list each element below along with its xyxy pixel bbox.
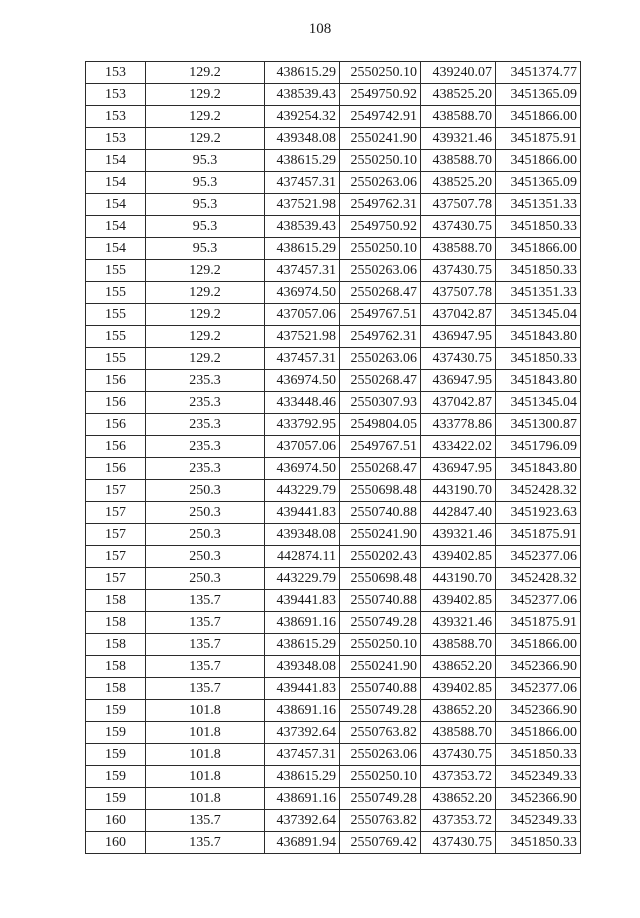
cell-number: 160 — [86, 810, 146, 832]
cell-number: 157 — [86, 524, 146, 546]
cell-x2: 437042.87 — [421, 392, 496, 414]
table-row — [86, 260, 581, 282]
cell-y2: 3451300.87 — [496, 414, 581, 436]
cell-y1: 2550250.10 — [340, 150, 421, 172]
cell-length: 129.2 — [146, 260, 265, 282]
cell-x2: 438588.70 — [421, 238, 496, 260]
cell-x2: 439402.85 — [421, 546, 496, 568]
table-row — [86, 392, 581, 414]
cell-y2: 3451374.77 — [496, 62, 581, 84]
cell-length: 129.2 — [146, 128, 265, 150]
cell-length: 235.3 — [146, 392, 265, 414]
cell-y1: 2550250.10 — [340, 238, 421, 260]
cell-x2: 437353.72 — [421, 810, 496, 832]
cell-x2: 437042.87 — [421, 304, 496, 326]
cell-y2: 3451866.00 — [496, 106, 581, 128]
cell-y1: 2550698.48 — [340, 480, 421, 502]
cell-y1: 2549767.51 — [340, 436, 421, 458]
cell-y2: 3451866.00 — [496, 238, 581, 260]
cell-y1: 2550241.90 — [340, 524, 421, 546]
cell-y2: 3451875.91 — [496, 612, 581, 634]
cell-y1: 2549804.05 — [340, 414, 421, 436]
cell-number: 154 — [86, 194, 146, 216]
cell-length: 101.8 — [146, 788, 265, 810]
cell-number: 154 — [86, 172, 146, 194]
cell-y1: 2550268.47 — [340, 282, 421, 304]
cell-length: 135.7 — [146, 832, 265, 854]
table-row — [86, 524, 581, 546]
cell-length: 129.2 — [146, 84, 265, 106]
cell-number: 155 — [86, 326, 146, 348]
cell-x1: 437521.98 — [265, 326, 340, 348]
cell-y1: 2550250.10 — [340, 766, 421, 788]
cell-y1: 2550241.90 — [340, 656, 421, 678]
cell-y1: 2550698.48 — [340, 568, 421, 590]
cell-x2: 437430.75 — [421, 216, 496, 238]
page-number: 108 — [308, 21, 332, 37]
cell-number: 157 — [86, 502, 146, 524]
cell-x2: 438652.20 — [421, 788, 496, 810]
cell-number: 157 — [86, 480, 146, 502]
cell-x2: 437430.75 — [421, 260, 496, 282]
cell-y2: 3451351.33 — [496, 282, 581, 304]
cell-length: 95.3 — [146, 238, 265, 260]
cell-x1: 438691.16 — [265, 788, 340, 810]
cell-x2: 438525.20 — [421, 172, 496, 194]
cell-x1: 443229.79 — [265, 568, 340, 590]
cell-x1: 436891.94 — [265, 832, 340, 854]
cell-x2: 439402.85 — [421, 678, 496, 700]
cell-x1: 437457.31 — [265, 172, 340, 194]
cell-x1: 439348.08 — [265, 128, 340, 150]
table-row — [86, 568, 581, 590]
cell-length: 129.2 — [146, 304, 265, 326]
cell-x2: 443190.70 — [421, 568, 496, 590]
cell-x1: 439441.83 — [265, 502, 340, 524]
cell-x2: 439321.46 — [421, 128, 496, 150]
cell-x2: 443190.70 — [421, 480, 496, 502]
cell-x2: 433778.86 — [421, 414, 496, 436]
cell-y1: 2550740.88 — [340, 502, 421, 524]
cell-y2: 3452349.33 — [496, 766, 581, 788]
coordinates-table-container — [85, 61, 581, 854]
cell-x2: 439240.07 — [421, 62, 496, 84]
table-row — [86, 700, 581, 722]
cell-y2: 3451850.33 — [496, 216, 581, 238]
cell-number: 158 — [86, 634, 146, 656]
cell-x2: 439402.85 — [421, 590, 496, 612]
cell-x1: 439348.08 — [265, 656, 340, 678]
cell-x2: 438588.70 — [421, 634, 496, 656]
cell-x2: 437430.75 — [421, 348, 496, 370]
cell-y2: 3451866.00 — [496, 150, 581, 172]
cell-number: 158 — [86, 590, 146, 612]
cell-number: 153 — [86, 128, 146, 150]
cell-length: 250.3 — [146, 480, 265, 502]
cell-y1: 2550749.28 — [340, 700, 421, 722]
cell-x1: 442874.11 — [265, 546, 340, 568]
cell-length: 135.7 — [146, 634, 265, 656]
cell-y2: 3451850.33 — [496, 832, 581, 854]
cell-x2: 437507.78 — [421, 194, 496, 216]
cell-number: 157 — [86, 546, 146, 568]
cell-number: 155 — [86, 260, 146, 282]
cell-x1: 439348.08 — [265, 524, 340, 546]
cell-length: 250.3 — [146, 524, 265, 546]
cell-number: 159 — [86, 766, 146, 788]
table-row — [86, 722, 581, 744]
cell-x1: 433792.95 — [265, 414, 340, 436]
cell-x2: 438588.70 — [421, 150, 496, 172]
cell-length: 101.8 — [146, 744, 265, 766]
table-row — [86, 546, 581, 568]
cell-x1: 438615.29 — [265, 62, 340, 84]
table-row — [86, 810, 581, 832]
cell-x1: 438615.29 — [265, 766, 340, 788]
cell-x2: 436947.95 — [421, 370, 496, 392]
cell-length: 235.3 — [146, 436, 265, 458]
cell-y2: 3452349.33 — [496, 810, 581, 832]
cell-length: 95.3 — [146, 172, 265, 194]
cell-x1: 437457.31 — [265, 744, 340, 766]
cell-y2: 3451923.63 — [496, 502, 581, 524]
cell-number: 159 — [86, 788, 146, 810]
cell-length: 135.7 — [146, 810, 265, 832]
cell-number: 153 — [86, 106, 146, 128]
cell-x2: 436947.95 — [421, 326, 496, 348]
cell-length: 95.3 — [146, 216, 265, 238]
cell-length: 129.2 — [146, 62, 265, 84]
cell-y2: 3451866.00 — [496, 722, 581, 744]
table-row — [86, 106, 581, 128]
cell-length: 129.2 — [146, 282, 265, 304]
cell-y1: 2550263.06 — [340, 744, 421, 766]
cell-y1: 2550250.10 — [340, 634, 421, 656]
cell-x2: 439321.46 — [421, 524, 496, 546]
cell-x1: 443229.79 — [265, 480, 340, 502]
cell-length: 235.3 — [146, 414, 265, 436]
table-row — [86, 678, 581, 700]
table-row — [86, 766, 581, 788]
cell-y1: 2550749.28 — [340, 612, 421, 634]
cell-x1: 439441.83 — [265, 590, 340, 612]
cell-y1: 2550202.43 — [340, 546, 421, 568]
table-row — [86, 282, 581, 304]
cell-y1: 2550268.47 — [340, 458, 421, 480]
cell-y2: 3451345.04 — [496, 392, 581, 414]
cell-y1: 2550769.42 — [340, 832, 421, 854]
cell-y2: 3451843.80 — [496, 458, 581, 480]
cell-length: 101.8 — [146, 766, 265, 788]
cell-x1: 438615.29 — [265, 150, 340, 172]
cell-x1: 437457.31 — [265, 348, 340, 370]
cell-length: 235.3 — [146, 458, 265, 480]
cell-x2: 438652.20 — [421, 700, 496, 722]
table-row — [86, 84, 581, 106]
coordinates-table-body — [86, 62, 581, 854]
cell-number: 159 — [86, 722, 146, 744]
cell-y2: 3452377.06 — [496, 546, 581, 568]
cell-x1: 438691.16 — [265, 612, 340, 634]
cell-number: 155 — [86, 348, 146, 370]
cell-y2: 3451850.33 — [496, 260, 581, 282]
table-row — [86, 194, 581, 216]
table-row — [86, 832, 581, 854]
cell-y1: 2550263.06 — [340, 260, 421, 282]
cell-length: 135.7 — [146, 678, 265, 700]
cell-number: 159 — [86, 700, 146, 722]
table-row — [86, 414, 581, 436]
cell-y1: 2549767.51 — [340, 304, 421, 326]
cell-x1: 437057.06 — [265, 436, 340, 458]
cell-x2: 437507.78 — [421, 282, 496, 304]
cell-number: 153 — [86, 84, 146, 106]
table-row — [86, 348, 581, 370]
cell-number: 160 — [86, 832, 146, 854]
table-row — [86, 216, 581, 238]
cell-y1: 2550307.93 — [340, 392, 421, 414]
cell-y1: 2550763.82 — [340, 810, 421, 832]
cell-number: 154 — [86, 216, 146, 238]
cell-length: 129.2 — [146, 106, 265, 128]
cell-x1: 438539.43 — [265, 84, 340, 106]
cell-number: 156 — [86, 370, 146, 392]
cell-y2: 3452366.90 — [496, 656, 581, 678]
table-row — [86, 62, 581, 84]
cell-x1: 436974.50 — [265, 458, 340, 480]
cell-x2: 438588.70 — [421, 722, 496, 744]
cell-length: 135.7 — [146, 590, 265, 612]
table-row — [86, 172, 581, 194]
cell-y2: 3451875.91 — [496, 524, 581, 546]
cell-y2: 3451850.33 — [496, 744, 581, 766]
cell-y2: 3452428.32 — [496, 568, 581, 590]
cell-y2: 3452377.06 — [496, 678, 581, 700]
cell-y1: 2550263.06 — [340, 348, 421, 370]
cell-number: 156 — [86, 392, 146, 414]
cell-length: 101.8 — [146, 700, 265, 722]
table-row — [86, 370, 581, 392]
cell-x1: 436974.50 — [265, 282, 340, 304]
cell-y1: 2550263.06 — [340, 172, 421, 194]
cell-length: 95.3 — [146, 194, 265, 216]
cell-y2: 3451843.80 — [496, 370, 581, 392]
cell-x2: 437430.75 — [421, 744, 496, 766]
cell-x1: 439254.32 — [265, 106, 340, 128]
cell-x1: 439441.83 — [265, 678, 340, 700]
cell-y2: 3452377.06 — [496, 590, 581, 612]
cell-length: 129.2 — [146, 348, 265, 370]
cell-y1: 2550250.10 — [340, 62, 421, 84]
table-row — [86, 238, 581, 260]
cell-y1: 2549750.92 — [340, 216, 421, 238]
cell-y1: 2550268.47 — [340, 370, 421, 392]
cell-x2: 442847.40 — [421, 502, 496, 524]
cell-x2: 438588.70 — [421, 106, 496, 128]
cell-x1: 437457.31 — [265, 260, 340, 282]
cell-y2: 3451866.00 — [496, 634, 581, 656]
cell-length: 135.7 — [146, 612, 265, 634]
cell-number: 159 — [86, 744, 146, 766]
cell-number: 156 — [86, 458, 146, 480]
cell-length: 250.3 — [146, 568, 265, 590]
table-row — [86, 502, 581, 524]
cell-x2: 437353.72 — [421, 766, 496, 788]
cell-y1: 2549762.31 — [340, 326, 421, 348]
cell-x1: 438691.16 — [265, 700, 340, 722]
cell-x1: 433448.46 — [265, 392, 340, 414]
cell-number: 155 — [86, 282, 146, 304]
cell-x1: 437521.98 — [265, 194, 340, 216]
cell-y1: 2549742.91 — [340, 106, 421, 128]
table-row — [86, 436, 581, 458]
coordinates-table — [85, 61, 581, 854]
table-row — [86, 304, 581, 326]
cell-number: 155 — [86, 304, 146, 326]
cell-length: 101.8 — [146, 722, 265, 744]
table-row — [86, 788, 581, 810]
cell-y2: 3452366.90 — [496, 788, 581, 810]
table-row — [86, 634, 581, 656]
cell-y2: 3452366.90 — [496, 700, 581, 722]
table-row — [86, 590, 581, 612]
cell-x2: 438652.20 — [421, 656, 496, 678]
cell-y1: 2550740.88 — [340, 590, 421, 612]
cell-y1: 2550749.28 — [340, 788, 421, 810]
cell-y2: 3451345.04 — [496, 304, 581, 326]
table-row — [86, 744, 581, 766]
cell-number: 158 — [86, 612, 146, 634]
cell-length: 129.2 — [146, 326, 265, 348]
cell-y2: 3451365.09 — [496, 172, 581, 194]
cell-y2: 3452428.32 — [496, 480, 581, 502]
cell-x2: 438525.20 — [421, 84, 496, 106]
cell-length: 250.3 — [146, 546, 265, 568]
cell-number: 156 — [86, 414, 146, 436]
cell-y1: 2550740.88 — [340, 678, 421, 700]
cell-x2: 439321.46 — [421, 612, 496, 634]
cell-number: 158 — [86, 678, 146, 700]
cell-x1: 438615.29 — [265, 238, 340, 260]
cell-y1: 2549762.31 — [340, 194, 421, 216]
cell-number: 156 — [86, 436, 146, 458]
cell-x1: 437392.64 — [265, 722, 340, 744]
cell-y1: 2549750.92 — [340, 84, 421, 106]
table-row — [86, 458, 581, 480]
cell-length: 235.3 — [146, 370, 265, 392]
table-row — [86, 612, 581, 634]
table-row — [86, 326, 581, 348]
cell-y1: 2550763.82 — [340, 722, 421, 744]
cell-x1: 438539.43 — [265, 216, 340, 238]
cell-y2: 3451351.33 — [496, 194, 581, 216]
cell-x1: 437057.06 — [265, 304, 340, 326]
cell-length: 95.3 — [146, 150, 265, 172]
cell-x2: 433422.02 — [421, 436, 496, 458]
cell-x1: 437392.64 — [265, 810, 340, 832]
cell-x2: 437430.75 — [421, 832, 496, 854]
cell-y2: 3451796.09 — [496, 436, 581, 458]
table-row — [86, 150, 581, 172]
cell-y2: 3451850.33 — [496, 348, 581, 370]
cell-y2: 3451843.80 — [496, 326, 581, 348]
cell-number: 158 — [86, 656, 146, 678]
table-row — [86, 128, 581, 150]
cell-number: 154 — [86, 238, 146, 260]
cell-y2: 3451365.09 — [496, 84, 581, 106]
cell-length: 250.3 — [146, 502, 265, 524]
cell-number: 153 — [86, 62, 146, 84]
cell-y1: 2550241.90 — [340, 128, 421, 150]
cell-number: 157 — [86, 568, 146, 590]
cell-x2: 436947.95 — [421, 458, 496, 480]
cell-x1: 438615.29 — [265, 634, 340, 656]
cell-number: 154 — [86, 150, 146, 172]
cell-length: 135.7 — [146, 656, 265, 678]
table-row — [86, 480, 581, 502]
cell-y2: 3451875.91 — [496, 128, 581, 150]
table-row — [86, 656, 581, 678]
cell-x1: 436974.50 — [265, 370, 340, 392]
